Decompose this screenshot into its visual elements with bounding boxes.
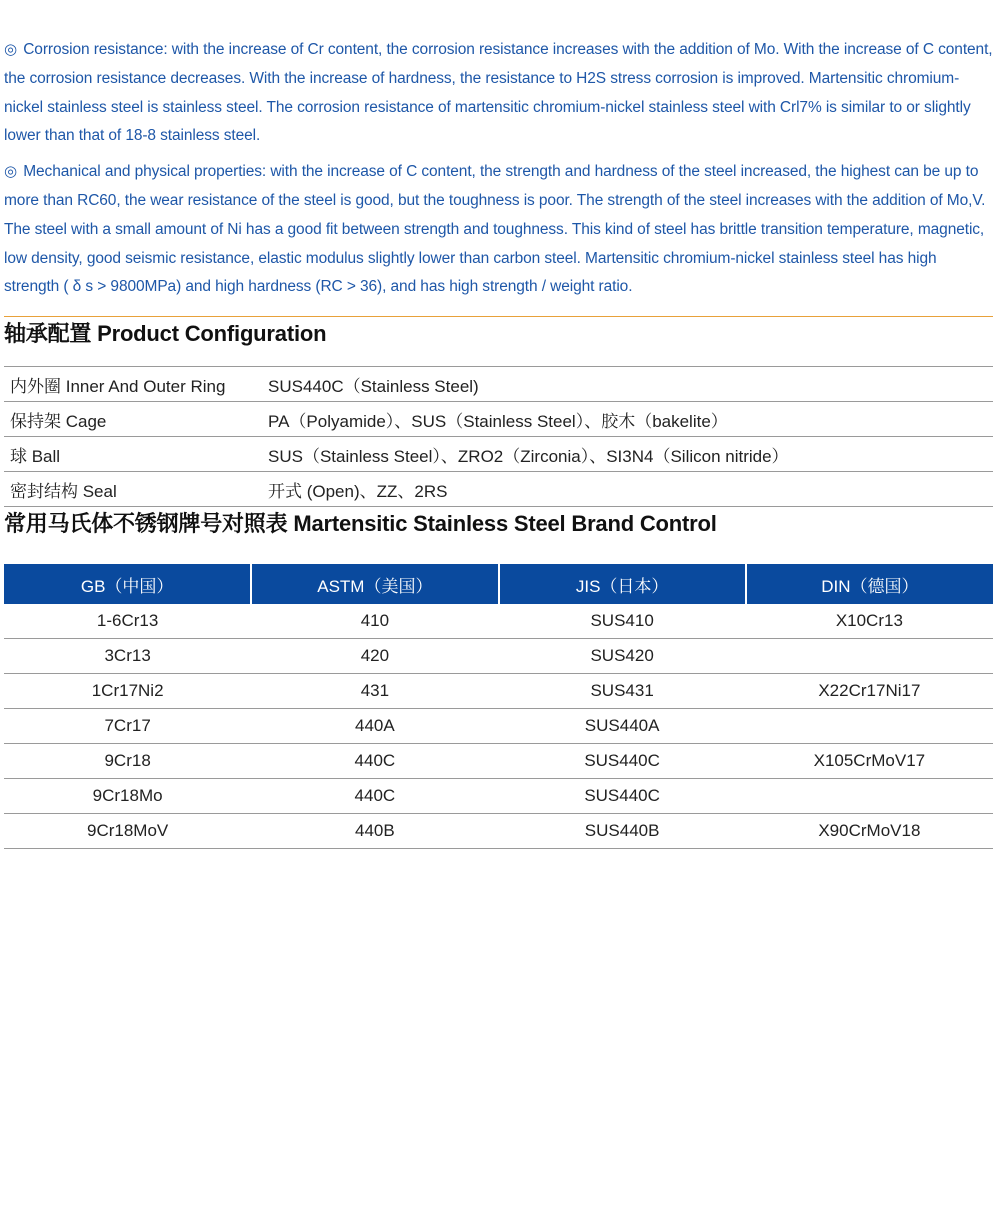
cell-gb: 9Cr18MoV: [4, 814, 251, 849]
intro-section: [4, 36, 993, 302]
brand-header-row: [4, 564, 993, 604]
cell-astm: 440C: [251, 744, 498, 779]
cell-gb: 1-6Cr13: [4, 604, 251, 639]
config-row: [4, 367, 993, 402]
brand-control-table: [4, 564, 993, 849]
header-astm: ASTM（美国）: [251, 564, 498, 604]
cell-jis: SUS431: [499, 674, 746, 709]
cell-astm: 440B: [251, 814, 498, 849]
cell-din: X10Cr13: [746, 604, 993, 639]
table-row: [4, 814, 993, 849]
config-value: 开式 (Open)、ZZ、2RS: [268, 481, 448, 501]
config-label: 球 Ball: [10, 446, 61, 466]
cell-jis: SUS440A: [499, 709, 746, 744]
brand-control-title: 常用马氏体不锈钢牌号对照表 Martensitic Stainless Steel Brand Control: [4, 511, 717, 537]
table-row: [4, 709, 993, 744]
cell-gb: 9Cr18: [4, 744, 251, 779]
header-jis: JIS（日本）: [499, 564, 746, 604]
cell-din: X105CrMoV17: [746, 744, 993, 779]
cell-din: [746, 639, 993, 674]
table-row: [4, 744, 993, 779]
cell-gb: 3Cr13: [4, 639, 251, 674]
config-value: PA（Polyamide）、SUS（Stainless Steel）、胶木（bakelite）: [268, 411, 728, 431]
header-din: DIN（德国）: [746, 564, 993, 604]
product-configuration-table: [4, 366, 993, 507]
table-row: [4, 604, 993, 639]
cell-gb: 9Cr18Mo: [4, 779, 251, 814]
cell-astm: 410: [251, 604, 498, 639]
cell-jis: SUS420: [499, 639, 746, 674]
circle-bullet-icon: ◎: [4, 163, 17, 181]
cell-jis: SUS440C: [499, 779, 746, 814]
corrosion-resistance-paragraph: [4, 36, 993, 151]
config-label: 保持架 Cage: [10, 411, 107, 431]
cell-astm: 440A: [251, 709, 498, 744]
cell-jis: SUS440C: [499, 744, 746, 779]
cell-jis: SUS440B: [499, 814, 746, 849]
config-value: SUS（Stainless Steel）、ZRO2（Zirconia）、SI3N4（Silicon nitride）: [268, 446, 789, 466]
document-page: [4, 36, 993, 849]
cell-gb: 1Cr17Ni2: [4, 674, 251, 709]
cell-astm: 420: [251, 639, 498, 674]
table-row: [4, 639, 993, 674]
cell-din: X22Cr17Ni17: [746, 674, 993, 709]
table-row: [4, 674, 993, 709]
mechanical-properties-paragraph: [4, 158, 993, 302]
header-gb: GB（中国）: [4, 564, 251, 604]
cell-din: X90CrMoV18: [746, 814, 993, 849]
cell-gb: 7Cr17: [4, 709, 251, 744]
cell-din: [746, 779, 993, 814]
circle-bullet-icon: ◎: [4, 41, 17, 58]
cell-din: [746, 709, 993, 744]
config-row: [4, 437, 993, 472]
cell-astm: 440C: [251, 779, 498, 814]
config-label: 密封结构 Seal: [10, 481, 117, 501]
config-row: [4, 472, 993, 507]
mechanical-properties-text: Mechanical and physical properties: with the increase of C content, the strength and hardness of the steel increased, the highest can be up to more than RC60, the wear resistance of the steel is good, but the toughness is poor. The strength of the steel increases with the addition of Mo,V. The steel with a small amount of Ni has a good fit between strength and toughness. This kind of steel has brittle transition temperature, magnetic, low density, good seismic resistance, elastic modulus slightly lower than carbon steel. Martensitic chromium-nickel stainless steel has high strength ( δ s > 9800MPa) and high hardness (RC > 36), and has high strength / weight ratio.: [4, 163, 986, 296]
table-row: [4, 779, 993, 814]
cell-astm: 431: [251, 674, 498, 709]
cell-jis: SUS410: [499, 604, 746, 639]
corrosion-resistance-text: Corrosion resistance: with the increase of Cr content, the corrosion resistance increases with the addition of Mo. With the increase of C content, the corrosion resistance decreases. With the increase of hardness, the resistance to H2S stress corrosion is improved. Martensitic chromium-nickel stainless steel is stainless steel. The corrosion resistance of martensitic chromium-nickel stainless steel with Crl7% is similar to or slightly lower than that of 18-8 stainless steel.: [4, 41, 993, 145]
config-label: 内外圈 Inner And Outer Ring: [10, 376, 226, 396]
config-value: SUS440C（Stainless Steel): [268, 376, 479, 396]
config-row: [4, 402, 993, 437]
product-configuration-title: 轴承配置 Product Configuration: [4, 321, 327, 347]
